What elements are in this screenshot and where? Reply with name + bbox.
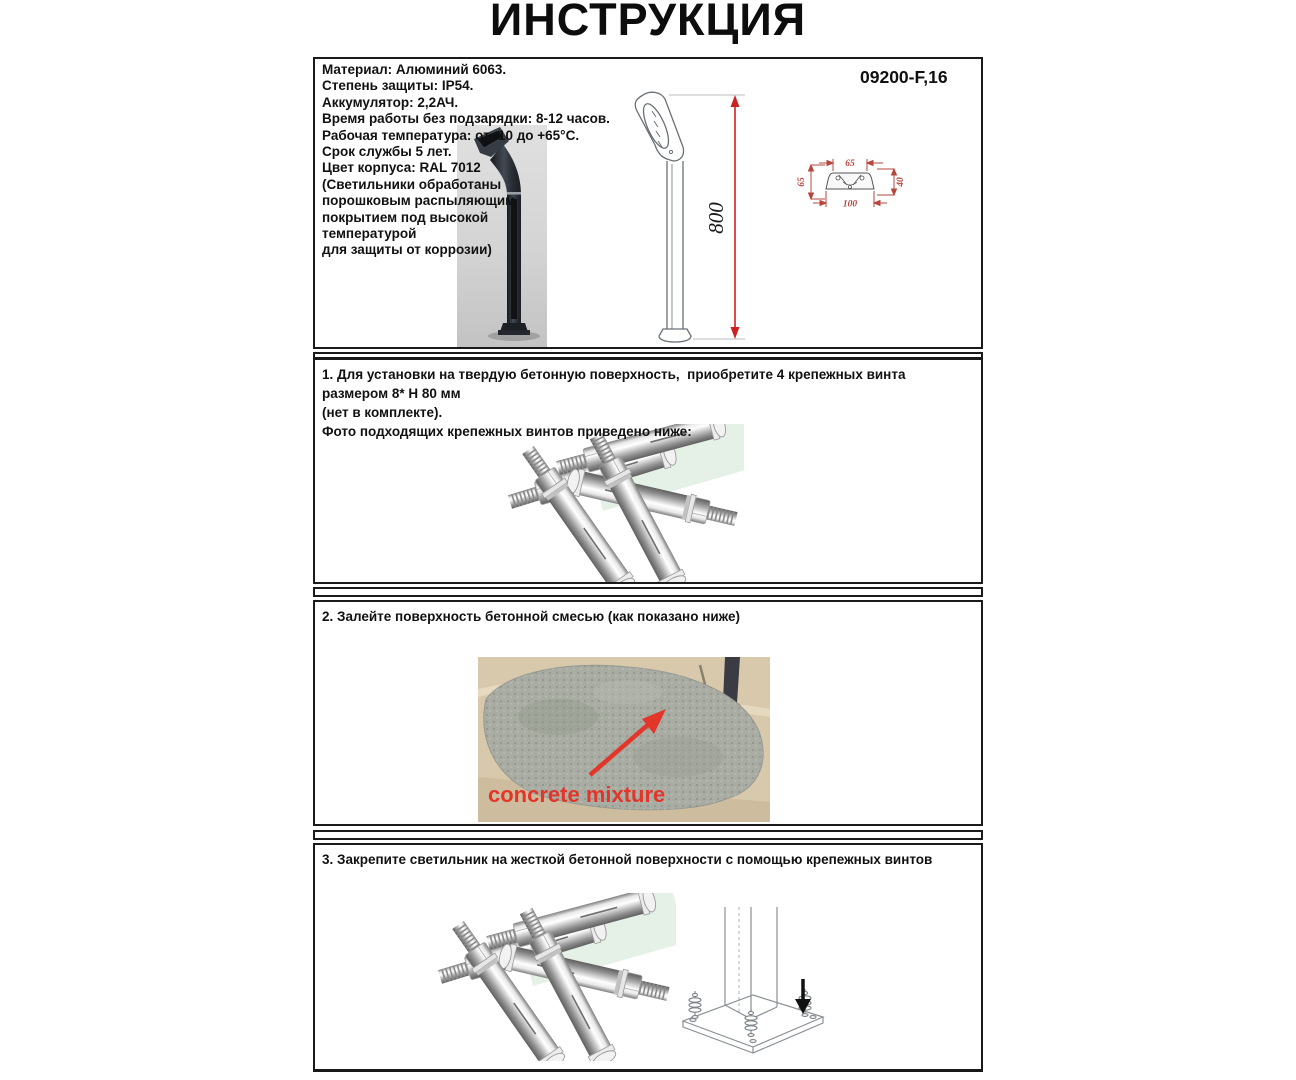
concrete-mixture-photo (478, 657, 770, 822)
step3-line1: 3. Закрепите светильник на жесткой бетонной поверхности с помощью крепежных винтов (322, 852, 933, 867)
step1-line3: Фото подходящих крепежных винтов приведено ниже: (322, 424, 692, 439)
step3-text (322, 850, 974, 869)
spec-line: для защиты от коррозии) (322, 242, 492, 258)
anchor-bolts-photo-2 (430, 893, 676, 1061)
step1-section (313, 358, 983, 584)
spec-line: Рабочая температура: от -10 до +65°C. (322, 127, 580, 143)
left-height-label: 65 (797, 177, 807, 187)
step2-line1: 2. Залейте поверхность бетонной смесью (как показано ниже) (322, 609, 741, 624)
spec-line: Цвет корпуса: RAL 7012 (322, 160, 481, 176)
spec-line: покрытием под высокой (322, 209, 489, 225)
height-dimension-label: 800 (704, 202, 728, 234)
step3-section (313, 843, 983, 1072)
spec-line: порошковым распыляющим (322, 193, 516, 209)
spec-line: Аккумулятор: 2,2АЧ. (322, 94, 459, 110)
spec-text-block (322, 62, 610, 259)
spec-line: Время работы без подзарядки: 8-12 часов. (322, 111, 610, 127)
section-divider (313, 587, 983, 597)
spec-line: температурой (322, 226, 417, 242)
anchor-bolts-photo (500, 424, 744, 582)
right-height-label: 40 (896, 177, 906, 187)
section-divider (313, 830, 983, 840)
spec-line: (Светильники обработаны (322, 176, 502, 192)
step2-section (313, 600, 983, 826)
base-cross-section-drawing (795, 151, 910, 223)
spec-section (313, 57, 983, 349)
step1-line2: (нет в комплекте). (322, 405, 443, 420)
top-width-label: 65 (845, 159, 855, 169)
step1-line1: 1. Для установки на твердую бетонную поверхность, приобретите 4 крепежных винта размером 8* Н 80 мм (322, 367, 910, 401)
concrete-label: concrete mixture (488, 782, 666, 807)
spec-line: Материал: Алюминий 6063. (322, 62, 507, 77)
lamp-dimension-drawing (623, 89, 763, 347)
product-code: 09200-F,16 (860, 67, 948, 87)
base-mounting-diagram (653, 889, 837, 1069)
height-dimension (704, 95, 740, 339)
step1-text (322, 365, 974, 441)
spec-line: Срок службы 5 лет. (322, 144, 452, 160)
step2-text (322, 607, 974, 626)
spec-line: Степень защиты: IP54. (322, 78, 474, 94)
page-title: ИНСТРУКЦИЯ (489, 0, 807, 45)
bottom-width-label: 100 (842, 199, 858, 210)
